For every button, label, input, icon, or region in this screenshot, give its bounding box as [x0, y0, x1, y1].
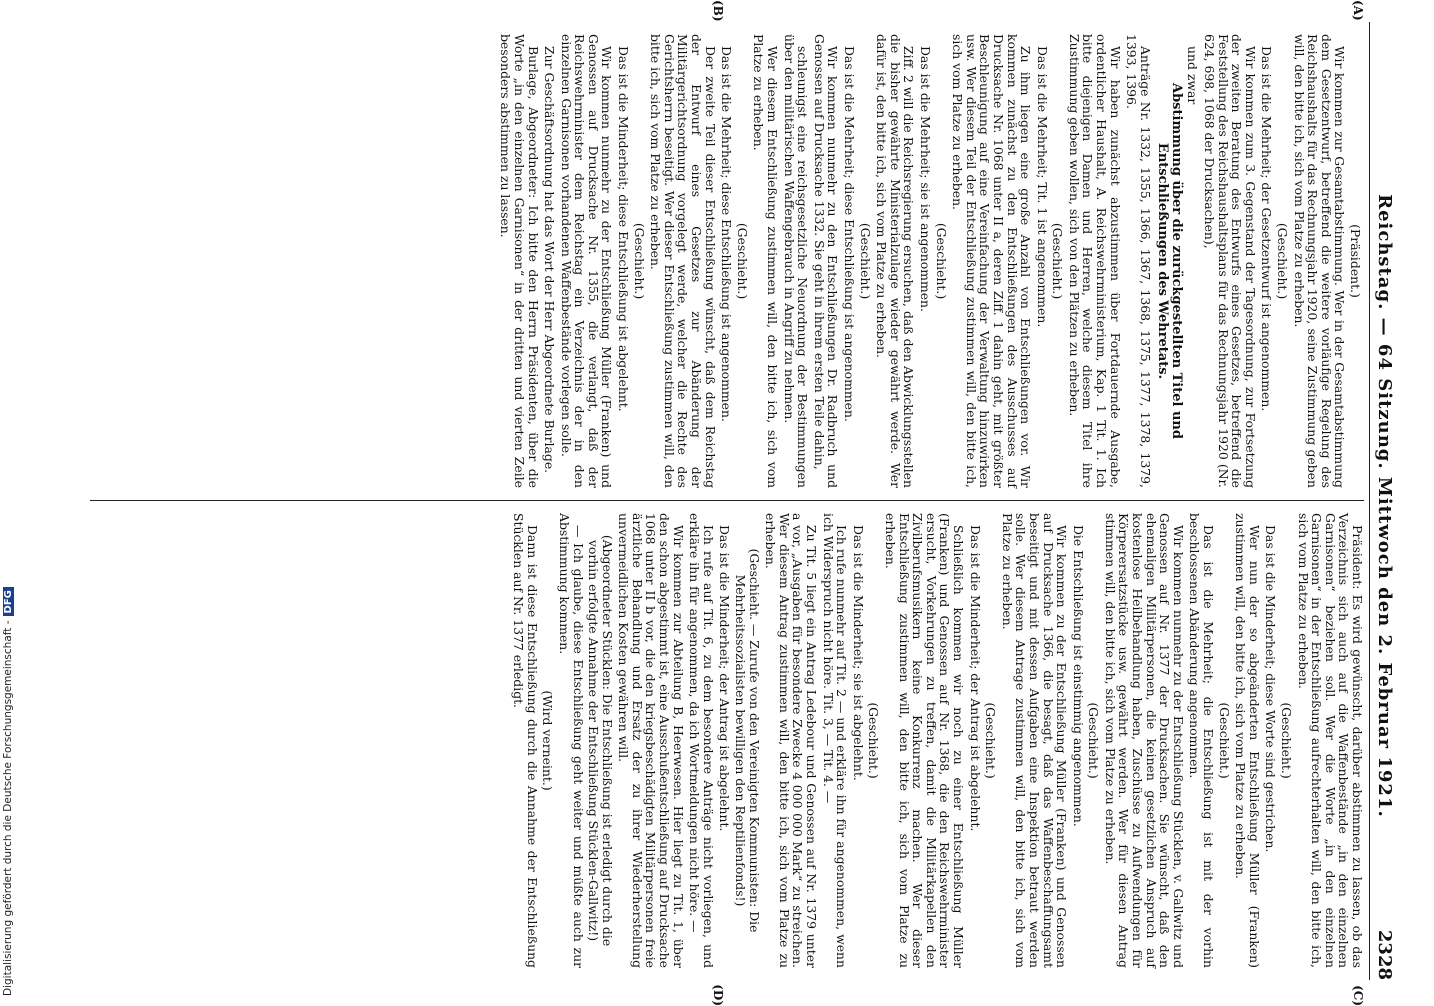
- left-paragraph: schleunigst eine reichsgesetzliche Neuordnung der Bestimmungen über den militärischen Waffengebrauch in Angriff zu nehmen.: [781, 34, 811, 488]
- page-number: 2328: [1374, 929, 1396, 980]
- margin-marker-b: (B): [711, 0, 725, 22]
- left-paragraph: Der zweite Teil dieser Entschließung wünscht, daß dem Reichstag der Entwurf eines Gesetzes zur Abänderung der Militärgerichtsordnung vorgelegt werde, welcher die Rechte des Gerichtsherrn beseitigt. Wer dieser Entschließung zustimmen will, den bitte ich, sich vom Platze zu erheben.: [648, 34, 718, 488]
- rotated-newspaper-page: [90, 0, 1400, 1006]
- right-paragraph: Ich rufe nunmehr auf Tit. 2 — und erkläre ihn für angenommen, wenn ich Widerspruch nicht höre. Tit. 3, — Tit. 4. —: [820, 513, 850, 968]
- left-paragraph: (Geschieht.): [857, 222, 873, 300]
- left-paragraph: Zu ihm liegen eine große Anzahl von Entschließungen vor. Wir kommen zunächst zu den Entschließungen des Ausschusses auf Drucksache Nr. 1068 unter II a, deren Ziff. 1 dahin geht, mit größter Beschleunigung auf eine Vereinfachung der Verwaltung hinzuwirken usw. Wer diesem Teil der Entschließung zustimmen will, den bitte ich, sich vom Platze zu erheben.: [950, 34, 1034, 488]
- left-paragraph: (Geschieht.): [1275, 222, 1291, 300]
- left-paragraph: Ziff. 2 will die Reichsregierung ersuchen, daß den Abwicklungsstellen die bisher gewährte Ministerialzulage wieder gewährt werde. Wer dafür ist, den bitte ich, sich vom Platze zu erheben.: [874, 34, 917, 488]
- footer-line: [2, 587, 14, 996]
- right-paragraph: Dann ist diese Entschließung durch die Annahme der Entschließung Stücklen auf Nr. 1377 erledigt.: [511, 513, 540, 968]
- right-paragraph: (Geschieht.): [1279, 702, 1295, 779]
- left-paragraph: Wer diesem Entschließung zustimmen will, den bitte ich, sich vom Platze zu erheben.: [751, 34, 781, 488]
- left-paragraph: (Geschieht.): [1050, 222, 1066, 300]
- margin-marker-a: (A): [1351, 0, 1365, 21]
- left-paragraph: Wir kommen zum 3. Gegenstand der Tagesordnung, zur Fortsetzung der zweiten Beratung des Entwurfs eines Gesetzes, betreffend die Feststellung des Reichshaushaltsplans für das Rechnungsjahr 1920 (Nr. 624, 698, 1068 der Drucksachen),: [1202, 34, 1258, 488]
- left-paragraph: Das ist die Mehrheit; Tit. 1 ist angenommen.: [1034, 46, 1050, 328]
- margin-marker-c: (C): [1351, 985, 1365, 1006]
- left-paragraph: Anträge Nr. 1332, 1355, 1366, 1367, 1368, 1375, 1377, 1378, 1379, 1393, 1396.: [1124, 34, 1153, 488]
- right-paragraph: (Geschieht.): [1216, 702, 1232, 779]
- right-paragraph: (Geschieht.): [983, 702, 999, 779]
- left-paragraph: (Geschieht.): [734, 222, 750, 300]
- left-paragraph: Das ist die Mehrheit; der Gesetzentwurf ist angenommen.: [1259, 46, 1275, 412]
- right-paragraph: Das ist die Minderheit; der Antrag ist abgelehnt.: [967, 525, 983, 832]
- dfg-logo: DFG: [3, 587, 14, 616]
- right-paragraph: (Geschieht.): [1086, 702, 1102, 779]
- left-column: [90, 0, 1365, 501]
- left-paragraph: Wir haben zunächst abzustimmen über Fortdauernde Ausgabe, ordentlicher Haushalt, A. Reichswehrministerium, Kap. 1 Tit. 1. Ich bitte diejenigen Damen und Herren, welche diesem Titel ihre Zustimmung geben wollen, sich von den Plätzen zu erheben.: [1066, 34, 1123, 488]
- margin-marker-d: (D): [711, 984, 725, 1006]
- left-paragraph: Abstimmung über die zurückgestellten Titel und Entschließungen des Wehretats.: [1154, 83, 1184, 439]
- right-paragraph: Die Entschließung ist einstimmig angenommen.: [1070, 525, 1086, 827]
- right-paragraph: Wir kommen zu der Entschließung Müller (Franken) und Genossen auf Drucksache 1366, die besagt, daß das Waffenbeschaffungsamt beseitigt und mit dessen Aufgaben eine Inspektion betraut werden solle. Wer diesem Antrage zustimmen will, den bitte ich, sich vom Platze zu erheben.: [999, 513, 1070, 968]
- right-paragraph: Wir kommen nunmehr zu der Entschließung Stücklen, v. Gallwitz und Genossen auf Nr. 1377 der Drucksachen. Sie wünscht, daß den ehemaligen Militärpersonen, die keinen gesetzlichen Anspruch auf kostenlose Heilbehandlung haben, Zuschüsse zu Aufwendungen für Körperersatzstücke usw. gewährt werden. Wer für diesen Antrag stimmen will, den bitte ich, sich vom Platze zu erheben.: [1102, 513, 1186, 968]
- right-paragraph: Ich rufe auf Tit. 6, zu dem besondere Anträge nicht vorliegen, und erkläre ihn für angenommen, da ich Wortmeldungen nicht höre. —: [687, 513, 716, 968]
- left-paragraph: Wir kommen nunmehr zu den Entschließungen Dr. Radbruch und Genossen auf Drucksache 1332. Sie geht in ihrem ersten Teile dahin,: [811, 34, 841, 488]
- left-paragraph: Das ist die Mehrheit; diese Entschließung ist angenommen.: [719, 46, 735, 422]
- left-paragraph: Wir kommen zur Gesamtabstimmung. Wer in der Gesamtabstimmung dem Gesetzentwurf, betreffend die weitere vorläufige Regelung des Reichshaushalts für das Rechnungsjahr 1920, seine Zustimmung geben will, den bitte ich, sich vom Platze zu erheben.: [1291, 34, 1348, 488]
- right-paragraph: (Abgeordneter Stücklen: Die Entschließung ist erledigt durch die vorhin erfolgte Annahme der Entschließung Stücklen-Gallwitz!): [586, 534, 615, 947]
- digitization-footer: [0, 0, 16, 1000]
- left-paragraph: und zwar: [1185, 46, 1201, 105]
- right-paragraph: Schließlich kommen wir noch zu einer Entschließung Müller (Franken) und Genossen auf Nr. 1368, die den Reichswehrminister ersucht, Vorkehrungen zu treffen, damit die Militärkapellen den Zivilberufsmusikern keine Konkurrenz machen. Wer dieser Entschließung zustimmen will, den bitte ich, sich vom Platze zu erheben.: [883, 513, 966, 968]
- right-paragraph: Zu Tit. 5 liegt ein Antrag Ledebour und Genossen auf Nr. 1379 unter a vor, „Ausgaben für besondere Zwecke 4 000 000 Mark“ zu streichen. Wer diesem Antrag zustimmen will, den bitte ich, sich vom Platze zu erheben.: [763, 513, 820, 968]
- right-paragraph: (Wird verneint.): [540, 690, 556, 791]
- page-header: [1369, 22, 1400, 980]
- left-paragraph: (Geschieht.): [631, 222, 647, 300]
- text-columns: [90, 0, 1365, 1006]
- left-paragraph: Zur Geschäftsordnung hat das Wort der Herr Abgeordnete Burlage.: [542, 46, 558, 474]
- left-paragraph: Wir kommen nunmehr zu der Entschließung Müller (Franken) und Genossen auf Drucksache Nr. 1355, die verlangt, daß der Reichswehrminister dem Reichstag ein Verzeichnis der in den einzelnen Garnisonen vorhandenen Waffenbestände vorlegen solle.: [558, 34, 615, 488]
- right-column: [90, 501, 1365, 1006]
- header-title: Reichstag. — 64 Sitzung. Mittwoch den 2. Februar 1921.: [1374, 194, 1396, 818]
- right-paragraph: Präsident: Es wird gewünscht, darüber abstimmen zu lassen, ob das Verzeichnis sich auch auf die Waffenbestände „in den einzelnen Garnisonen“ beziehen soll. Wer die Worte „in den einzelnen Garnisonen“ in der Entschließung aufrechterhalten will, den bitte ich, sich vom Platze zu erheben.: [1295, 513, 1365, 968]
- right-paragraph: Das ist die Mehrheit; die Entschließung ist mit der vorhin beschlossenen Abänderung angenommen.: [1187, 513, 1217, 968]
- right-paragraph: (Geschieht.): [866, 702, 882, 779]
- right-paragraph: Das ist die Minderheit; diese Worte sind gestrichen.: [1263, 525, 1279, 853]
- footer-text: Digitalisierung gefördert durch die Deutsche Forschungsgemeinschaft -: [2, 620, 14, 996]
- right-paragraph: Wir kommen zur Abteilung B, Heerwesen. Hier liegt zu Tit. 1, über den schon abgestimmt ist, eine Ausschußentschließung auf Drucksache 1068 unter II b vor, die den kriegsbeschädigten Militärpersonen freie ärztliche Behandlung und Ersatz der zu ihrer Wiederherstellung unvermeidlichen Kosten gewähren will.: [616, 513, 686, 968]
- left-paragraph: Das ist die Mehrheit; sie ist angenommen.: [917, 46, 933, 312]
- right-paragraph: Das ist die Minderheit; der Antrag ist abgelehnt.: [717, 525, 733, 832]
- right-paragraph: (Geschieht. — Zurufe von den Vereinigten Kommunisten: Die Mehrheitssozialisten bewilligen den Reptilienfonds!): [733, 548, 762, 933]
- left-paragraph: Burlage, Abgeordneter: Ich bitte den Herrn Präsidenten, über die Worte „in den einzelnen Garnisonen“ in der dritten und vierten Zeile besonders abstimmen zu lassen.: [498, 34, 541, 488]
- right-paragraph: Wer nun der so abgeänderten Entschließung Müller (Franken) zustimmen will, den bitte ich, sich vom Platze zu erheben.: [1233, 513, 1262, 968]
- left-paragraph: (Geschieht.): [933, 222, 949, 300]
- left-paragraph: Das ist die Mehrheit; diese Entschließung ist angenommen.: [842, 46, 857, 422]
- right-paragraph: Das ist die Minderheit; sie ist abgelehnt.: [850, 525, 866, 781]
- left-paragraph: (Präsident.): [1348, 224, 1363, 298]
- right-paragraph: — Ich glaube, diese Entschließung geht weiter und müßte auch zur Abstimmung kommen.: [556, 513, 586, 968]
- left-paragraph: Das ist die Minderheit; diese Entschließung ist abgelehnt.: [616, 46, 632, 412]
